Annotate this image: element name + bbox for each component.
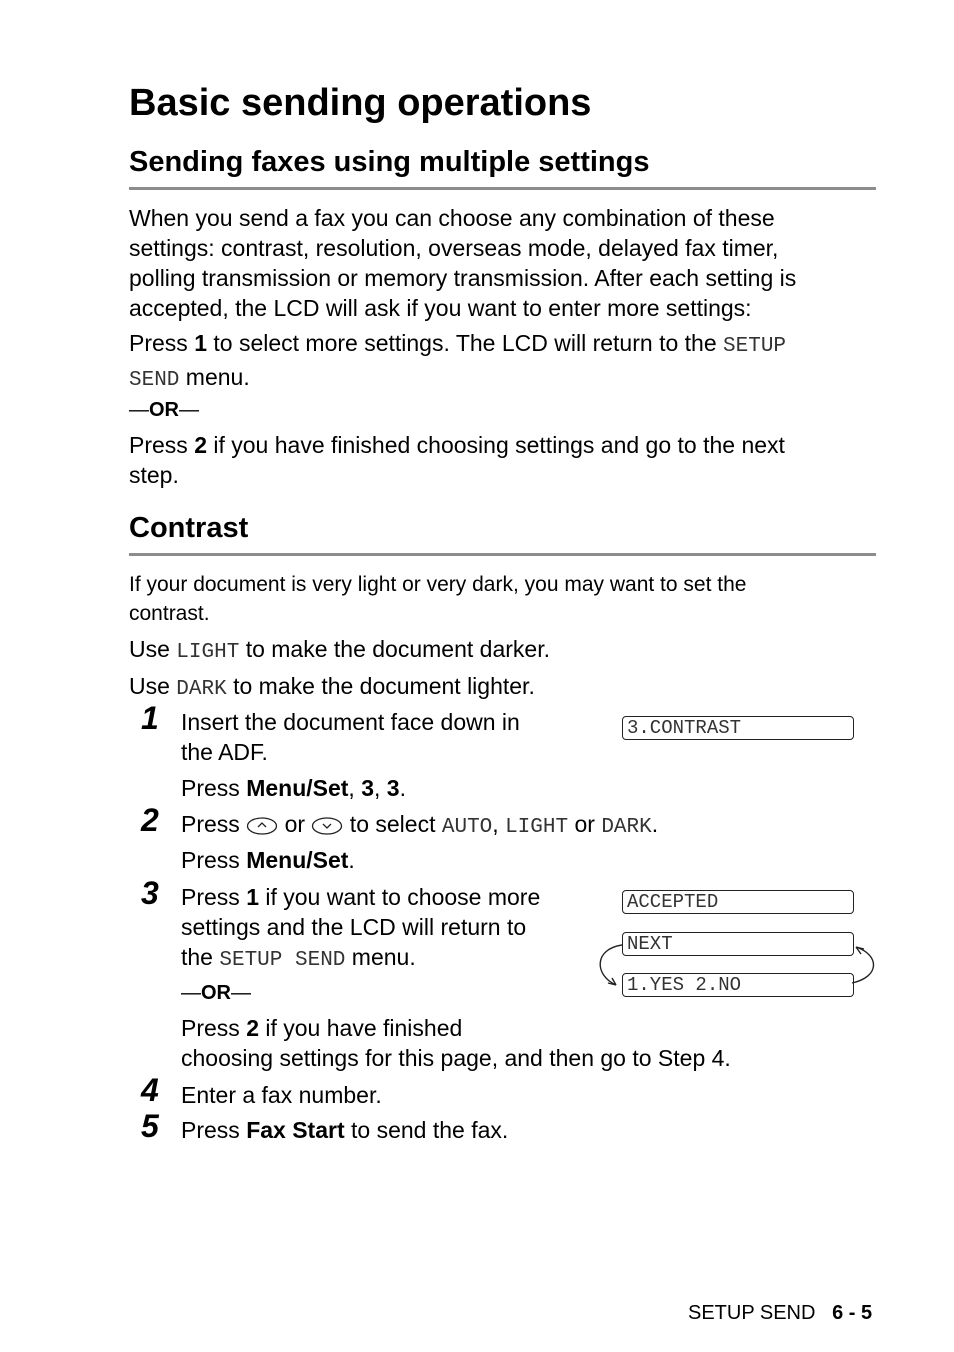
lcd-screen-yes-no: 1.YES 2.NO <box>622 973 854 997</box>
key-label: Fax Start <box>246 1117 345 1143</box>
text: if you have finished choosing settings and go to the next <box>206 432 785 458</box>
key-label: 2 <box>246 1015 259 1041</box>
key-label: 1 <box>246 884 259 910</box>
text: step. <box>129 462 179 488</box>
lcd-text: SETUP <box>723 335 787 358</box>
intro-paragraph <box>129 203 796 323</box>
step-4-text: Enter a fax number. <box>181 1082 382 1108</box>
intro-line: When you send a fax you can choose any combination of these <box>129 205 775 231</box>
text: Insert the document face down in <box>181 709 520 735</box>
text: choosing settings for this page, and then go to Step 4. <box>181 1045 731 1071</box>
dash: — <box>129 399 149 421</box>
page-title: Basic sending operations <box>129 82 592 124</box>
page-footer <box>688 1302 872 1325</box>
step-number: 1 <box>141 700 159 736</box>
lcd-text: LIGHT <box>505 816 569 839</box>
text: to make the document lighter. <box>226 673 535 699</box>
step-1-press <box>181 773 406 803</box>
step-number: 4 <box>141 1072 159 1108</box>
press-1-paragraph <box>129 328 786 396</box>
intro-line: settings: contrast, resolution, overseas mode, delayed fax timer, <box>129 235 779 261</box>
page-number: 6 - 5 <box>832 1302 873 1324</box>
text: if you want to choose more <box>258 884 541 910</box>
contrast-intro <box>129 570 746 628</box>
dash: — <box>179 399 199 421</box>
text: Press <box>181 884 247 910</box>
text: to select <box>343 811 442 837</box>
lcd-screen-accepted: ACCEPTED <box>622 890 854 914</box>
footer-section: SETUP SEND <box>688 1302 816 1324</box>
or-label: OR <box>149 399 179 421</box>
text: , <box>348 775 362 801</box>
text: Press <box>181 811 247 837</box>
text: . <box>399 775 406 801</box>
section-heading-contrast: Contrast <box>129 512 249 544</box>
text: Press <box>129 432 195 458</box>
lcd-text: DARK <box>601 816 652 839</box>
step-2-text <box>181 809 658 843</box>
section-heading-multiple-settings: Sending faxes using multiple settings <box>129 146 650 178</box>
step-2-press <box>181 845 355 875</box>
dash: — <box>231 982 251 1004</box>
text: menu. <box>179 364 250 390</box>
use-dark-line <box>129 671 535 705</box>
intro-line: If your document is very light or very dark, you may want to set the <box>129 573 747 596</box>
key-label: Menu/Set <box>246 847 349 873</box>
cycle-arrows-icon <box>594 935 880 995</box>
text: Press <box>181 1117 247 1143</box>
press-2-paragraph <box>129 430 785 490</box>
key-label: 2 <box>194 432 207 458</box>
text: to make the document darker. <box>239 636 550 662</box>
step-number: 2 <box>141 802 159 838</box>
lcd-text: SETUP SEND <box>219 949 346 972</box>
lcd-screen-next: NEXT <box>622 932 854 956</box>
text: Press <box>181 847 247 873</box>
intro-line: contrast. <box>129 602 210 625</box>
text: Use <box>129 673 177 699</box>
or-separator <box>181 980 251 1006</box>
step-1-text <box>181 707 520 767</box>
lcd-text: LIGHT <box>176 641 240 664</box>
text: menu. <box>345 944 416 970</box>
lcd-screen-contrast: 3.CONTRAST <box>622 716 854 740</box>
key-label: 3 <box>361 775 374 801</box>
text: or <box>568 811 602 837</box>
up-arrow-key-icon <box>246 813 278 843</box>
lcd-text: SEND <box>129 369 180 392</box>
or-label: OR <box>201 982 231 1004</box>
dash: — <box>181 982 201 1004</box>
text: or <box>278 811 312 837</box>
text: , <box>374 775 387 801</box>
step-3-alt-text <box>181 1013 731 1073</box>
text: the ADF. <box>181 739 268 765</box>
text: to select more settings. The LCD will return to the <box>206 330 724 356</box>
intro-line: accepted, the LCD will ask if you want to enter more settings: <box>129 295 752 321</box>
text: if you have finished <box>258 1015 463 1041</box>
text: to send the fax. <box>344 1117 509 1143</box>
text: the <box>181 944 220 970</box>
step-number: 3 <box>141 875 159 911</box>
use-light-line <box>129 634 550 668</box>
down-arrow-key-icon <box>311 813 343 843</box>
heading-rule <box>129 553 876 556</box>
lcd-text: DARK <box>176 678 227 701</box>
text: . <box>348 847 355 873</box>
step-5-text <box>181 1115 508 1145</box>
lcd-text: AUTO <box>441 816 493 839</box>
text: , <box>492 811 506 837</box>
text: Press <box>181 1015 247 1041</box>
step-number: 5 <box>141 1108 159 1144</box>
text: Use <box>129 636 177 662</box>
text: Press <box>129 330 195 356</box>
text: settings and the LCD will return to <box>181 914 527 940</box>
intro-line: polling transmission or memory transmission. After each setting is <box>129 265 797 291</box>
or-separator <box>129 397 199 423</box>
heading-rule <box>129 187 876 190</box>
key-label: 3 <box>386 775 400 801</box>
key-label: 1 <box>194 330 207 356</box>
text: Press <box>181 775 247 801</box>
text: . <box>651 811 659 837</box>
key-label: Menu/Set <box>246 775 349 801</box>
step-3-text <box>181 882 540 976</box>
